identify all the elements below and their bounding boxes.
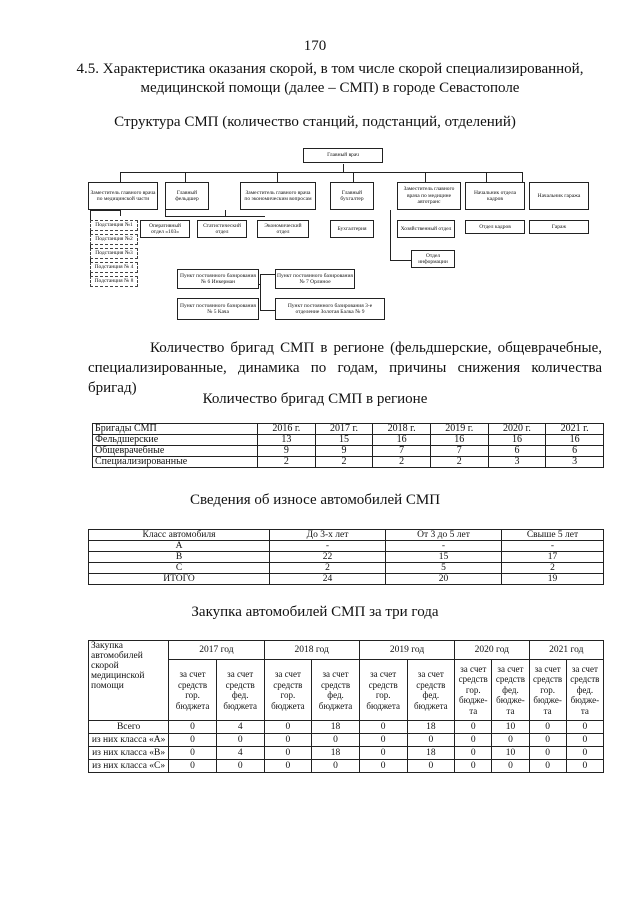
table-cell: - <box>502 541 604 552</box>
table-cell: 0 <box>216 734 264 747</box>
subheader-cell: за счет средств гор. бюдже-та <box>529 660 566 721</box>
wear-table <box>88 529 604 585</box>
page-number: 170 <box>303 38 327 54</box>
table-cell: 6 <box>546 446 604 457</box>
table-cell: - <box>386 541 502 552</box>
table-row <box>89 721 604 734</box>
table-row <box>89 747 604 760</box>
org-household: Хозяйственный отдел <box>397 220 455 238</box>
org-hr-dept: Отдел кадров <box>465 220 525 234</box>
table-cell: 0 <box>566 760 603 773</box>
org-garage: Гараж <box>529 220 589 234</box>
org-operations: Оперативный отдел «103» <box>140 220 190 238</box>
table-cell: С <box>89 563 270 574</box>
org-post-7: Пункт постоянного базирования № 7 Орлиное <box>275 269 355 289</box>
subheader-cell: за счет средств фед. бюджета <box>216 660 264 721</box>
table-cell: 6 <box>488 446 546 457</box>
table-cell: 2 <box>373 457 431 468</box>
table-header-row <box>89 641 604 660</box>
table-cell: 0 <box>529 747 566 760</box>
org-deputy-medical: Заместитель главного врача по медицинской части <box>88 182 158 210</box>
table-cell: 22 <box>270 552 386 563</box>
table-cell: 0 <box>492 760 529 773</box>
table-cell: 0 <box>455 760 492 773</box>
table-cell: 0 <box>492 734 529 747</box>
table-cell: 16 <box>430 435 488 446</box>
corner-cell: Закупка автомобилей скорой медицинской помощи <box>89 641 169 721</box>
subheader-cell: за счет средств фед. бюджета <box>312 660 360 721</box>
header-cell: 2019 г. <box>430 424 488 435</box>
row-label: из них класса «В» <box>89 747 169 760</box>
subheader-cell: за счет средств фед. бюджета <box>407 660 455 721</box>
subheader-cell: за счет средств гор. бюджета <box>264 660 312 721</box>
table-cell: 19 <box>502 574 604 585</box>
table-header-row <box>93 424 604 435</box>
table-cell: 0 <box>407 760 455 773</box>
table-cell: 0 <box>264 734 312 747</box>
year-header: 2017 год <box>169 641 264 660</box>
header-cell: Класс автомобиля <box>89 530 270 541</box>
org-post-6: Пункт постоянного базирования № 6 Инкерман <box>177 269 259 289</box>
table-row <box>89 563 604 574</box>
purchase-table-title: Закупка автомобилей СМП за три года <box>191 604 439 620</box>
header-cell: 2021 г. <box>546 424 604 435</box>
table-cell: 9 <box>258 446 316 457</box>
header-cell: 2016 г. <box>258 424 316 435</box>
table-row <box>93 457 604 468</box>
table-cell: 7 <box>430 446 488 457</box>
org-info-dept: Отдел информации <box>411 250 455 268</box>
table-cell: 0 <box>264 747 312 760</box>
table-cell: 17 <box>502 552 604 563</box>
header-cell: 2020 г. <box>488 424 546 435</box>
table-header-row <box>89 530 604 541</box>
subheader-cell: за счет средств гор. бюджета <box>359 660 407 721</box>
subheader-cell: за счет средств гор. бюдже-та <box>455 660 492 721</box>
year-header: 2021 год <box>529 641 603 660</box>
table-row <box>89 552 604 563</box>
year-header: 2020 год <box>455 641 529 660</box>
table-row <box>93 435 604 446</box>
org-chart <box>85 146 605 321</box>
table-cell: 18 <box>312 721 360 734</box>
table-cell: 0 <box>264 721 312 734</box>
table-cell: 3 <box>546 457 604 468</box>
structure-title: Структура СМП (количество станций, подстанций, отделений) <box>114 114 516 130</box>
table-row <box>89 574 604 585</box>
table-cell: А <box>89 541 270 552</box>
table-cell: ИТОГО <box>89 574 270 585</box>
org-statistics: Статистический отдел <box>197 220 247 238</box>
org-post-5: Пункт постоянного базирования № 5 Кача <box>177 298 259 320</box>
header-cell: От 3 до 5 лет <box>386 530 502 541</box>
section-heading: 4.5. Характеристика оказания скорой, в том числе скорой специализированной, медицинской помощи (далее – СМП) в городе Севастополе <box>76 61 584 96</box>
table-cell: 16 <box>546 435 604 446</box>
table-cell: 0 <box>407 734 455 747</box>
table-cell: 24 <box>270 574 386 585</box>
table-row <box>89 541 604 552</box>
table-cell: 0 <box>529 760 566 773</box>
table-cell: Фельдшерские <box>93 435 258 446</box>
table-cell: 0 <box>264 760 312 773</box>
header-cell: 2017 г. <box>315 424 373 435</box>
header-cell: Бригады СМП <box>93 424 258 435</box>
org-garage-head: Начальник гаража <box>529 182 589 210</box>
table-cell: 20 <box>386 574 502 585</box>
table-cell: Специализированные <box>93 457 258 468</box>
table-cell: 0 <box>169 734 217 747</box>
header-cell: До 3-х лет <box>270 530 386 541</box>
org-chief-accountant: Главный бухгалтер <box>330 182 374 210</box>
table-cell: 0 <box>169 760 217 773</box>
org-substation-4: Подстанция № 4 <box>90 262 138 273</box>
header-cell: Свыше 5 лет <box>502 530 604 541</box>
org-hr-head: Начальник отдела кадров <box>465 182 525 210</box>
table-cell: 4 <box>216 721 264 734</box>
table-cell: 0 <box>216 760 264 773</box>
year-header: 2019 год <box>359 641 454 660</box>
subheader-cell: за счет средств фед. бюдже-та <box>492 660 529 721</box>
org-substation-2: Подстанция №2 <box>90 234 138 245</box>
row-label: из них класса «А» <box>89 734 169 747</box>
brigades-table <box>92 423 604 468</box>
org-deputy-transport: Заместитель главного врача по медицине автотранс <box>397 182 461 210</box>
wear-table-title: Сведения об износе автомобилей СМП <box>189 492 441 508</box>
table-cell: 0 <box>455 747 492 760</box>
table-cell: 0 <box>566 747 603 760</box>
table-cell: 16 <box>488 435 546 446</box>
table-row <box>89 760 604 773</box>
brigades-table-title: Количество бригад СМП в регионе <box>202 391 428 407</box>
table-row <box>89 734 604 747</box>
table-cell: 0 <box>169 747 217 760</box>
table-cell: 0 <box>566 721 603 734</box>
table-cell: 2 <box>315 457 373 468</box>
table-cell: 2 <box>502 563 604 574</box>
org-substation-8: Подстанция № 8 <box>90 276 138 287</box>
table-cell: 9 <box>315 446 373 457</box>
table-cell: 0 <box>566 734 603 747</box>
row-label: Всего <box>89 721 169 734</box>
table-cell: 0 <box>455 734 492 747</box>
org-substation-3: Подстанция №3 <box>90 248 138 259</box>
table-cell: 15 <box>386 552 502 563</box>
table-cell: - <box>270 541 386 552</box>
org-deputy-economic: Заместитель главного врача по экономическим вопросам <box>240 182 316 210</box>
purchase-table <box>88 640 604 773</box>
table-cell: 10 <box>492 747 529 760</box>
table-cell: 0 <box>359 721 407 734</box>
header-cell: 2018 г. <box>373 424 431 435</box>
table-cell: 0 <box>529 721 566 734</box>
table-cell: 3 <box>488 457 546 468</box>
table-cell: 15 <box>315 435 373 446</box>
table-cell: В <box>89 552 270 563</box>
org-accounting: Бухгалтерия <box>330 220 374 238</box>
table-cell: 2 <box>430 457 488 468</box>
table-cell: 13 <box>258 435 316 446</box>
table-cell: 18 <box>407 747 455 760</box>
org-post-9: Пункт постоянного базирования 3-е отделение Золотая Балка № 9 <box>275 298 385 320</box>
table-cell: 0 <box>312 734 360 747</box>
table-cell: 0 <box>529 734 566 747</box>
table-cell: 0 <box>359 747 407 760</box>
org-chief-paramedic: Главный фельдшер <box>165 182 209 210</box>
table-cell: 18 <box>312 747 360 760</box>
table-cell: 5 <box>386 563 502 574</box>
table-cell: 0 <box>455 721 492 734</box>
table-cell: 10 <box>492 721 529 734</box>
table-cell: 0 <box>359 734 407 747</box>
table-cell: 0 <box>312 760 360 773</box>
org-chief: Главный врач <box>303 148 383 163</box>
org-substation-1: Подстанция №1 <box>90 220 138 231</box>
row-label: из них класса «С» <box>89 760 169 773</box>
table-cell: Общеврачебные <box>93 446 258 457</box>
table-cell: 7 <box>373 446 431 457</box>
org-economic-dept: Экономический отдел <box>257 220 309 238</box>
table-cell: 2 <box>270 563 386 574</box>
table-cell: 16 <box>373 435 431 446</box>
table-cell: 0 <box>359 760 407 773</box>
brigades-paragraph: Количество бригад СМП в регионе (фельдшерские, общеврачебные, специализированные, динамика по годам, причины снижения количества бригад) <box>88 340 602 396</box>
subheader-cell: за счет средств гор. бюджета <box>169 660 217 721</box>
table-cell: 18 <box>407 721 455 734</box>
table-cell: 2 <box>258 457 316 468</box>
subheader-cell: за счет средств фед. бюдже-та <box>566 660 603 721</box>
table-cell: 4 <box>216 747 264 760</box>
table-cell: 0 <box>169 721 217 734</box>
year-header: 2018 год <box>264 641 359 660</box>
table-row <box>93 446 604 457</box>
